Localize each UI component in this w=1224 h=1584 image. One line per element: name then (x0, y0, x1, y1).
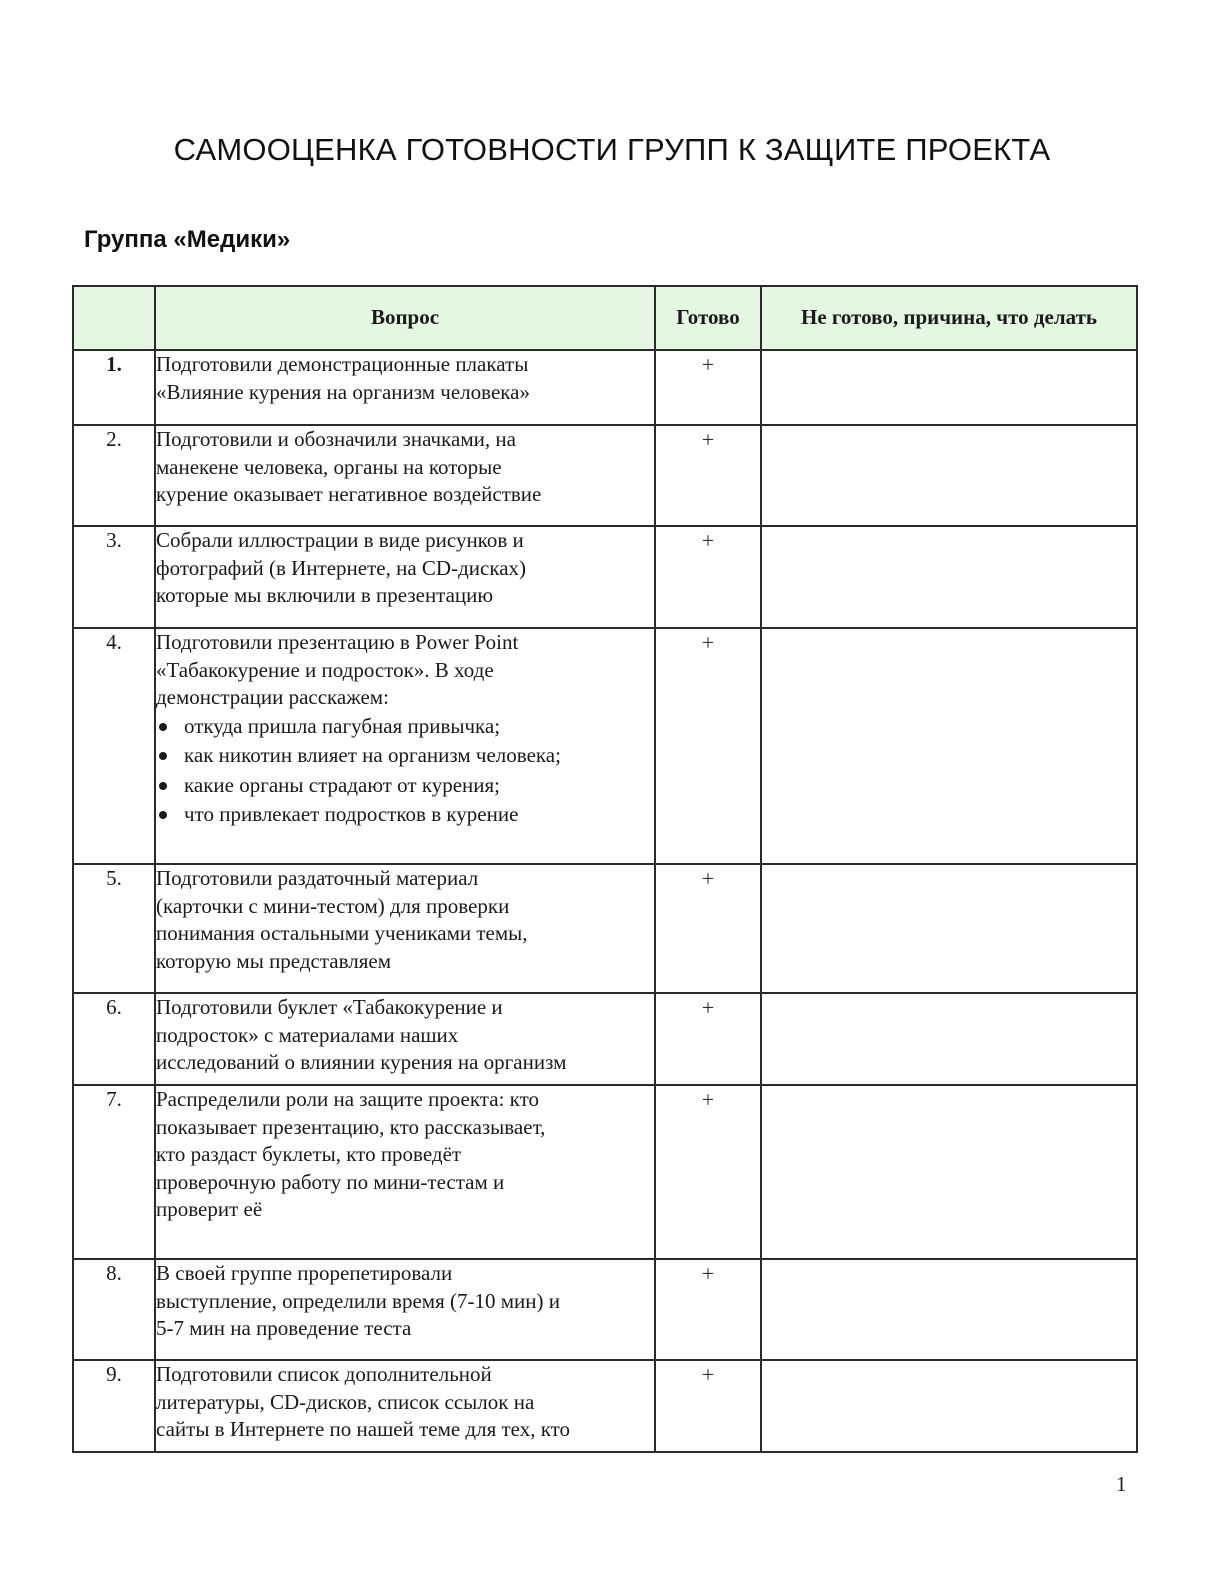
list-item: откуда пришла пагубная привычка; (156, 712, 654, 742)
question-line: Подготовили список дополнительной (156, 1362, 492, 1386)
question-line: проверит её (156, 1197, 263, 1221)
question-line: подросток» с материалами наших (156, 1022, 459, 1047)
ready-mark: + (655, 993, 761, 1085)
not-ready-cell (761, 993, 1137, 1085)
not-ready-cell (761, 1085, 1137, 1259)
header-number (73, 286, 155, 350)
table-row (73, 628, 1137, 864)
ready-mark: + (655, 350, 761, 425)
question-line: которые мы включили в презентацию (156, 583, 494, 607)
header-not-ready: Не готово, причина, что делать (761, 286, 1137, 350)
table-row (73, 993, 1137, 1085)
ready-mark: + (655, 864, 761, 993)
question-line: Подготовили буклет «Табакокурение и (156, 995, 503, 1019)
not-ready-cell (761, 1360, 1137, 1452)
question-line: Подготовили раздаточный материал (156, 866, 479, 890)
ready-mark: + (655, 1360, 761, 1452)
row-question (155, 1085, 655, 1259)
page-number: 1 (1116, 1472, 1127, 1496)
question-line: исследований о влиянии курения на организм (156, 1050, 567, 1074)
not-ready-cell (761, 628, 1137, 864)
row-question (155, 1360, 655, 1452)
question-line: Подготовили демонстрационные плакаты (156, 352, 529, 376)
not-ready-cell (761, 425, 1137, 526)
table-row (73, 1360, 1137, 1452)
row-question (155, 993, 655, 1085)
table-row (73, 526, 1137, 628)
list-item: что привлекает подростков в курение (156, 800, 654, 830)
question-line: выступление, определили время (7-10 мин) и (156, 1288, 560, 1313)
row-number: 7. (73, 1085, 155, 1259)
ready-mark: + (655, 526, 761, 628)
question-line: «Табакокурение и подросток». В ходе (156, 657, 494, 682)
question-line: 5-7 мин на проведение теста (156, 1316, 412, 1340)
question-line: манекене человека, органы на которые (156, 454, 502, 479)
row-question (155, 526, 655, 628)
question-line: Распределили роли на защите проекта: кто (156, 1087, 539, 1111)
question-line: кто раздаст буклеты, кто проведёт (156, 1142, 462, 1166)
question-line: «Влияние курения на организм человека» (156, 379, 530, 404)
question-line: литературы, CD-дисков, список ссылок на (156, 1389, 535, 1414)
question-line: проверочную работу по мини-тестам и (156, 1169, 505, 1194)
row-question (155, 1259, 655, 1360)
row-number: 2. (73, 425, 155, 526)
ready-mark: + (655, 1259, 761, 1360)
question-line: сайты в Интернете по нашей теме для тех, кто (156, 1417, 571, 1441)
question-line: Подготовили презентацию в Power Point (156, 630, 519, 654)
row-number: 4. (73, 628, 155, 864)
question-line: (карточки с мини-тестом) для проверки (156, 893, 510, 918)
row-number: 5. (73, 864, 155, 993)
ready-mark: + (655, 425, 761, 526)
row-question (155, 864, 655, 993)
table-row (73, 1085, 1137, 1259)
table-header-row (73, 286, 1137, 350)
question-line: фотографий (в Интернете, на CD-дисках) (156, 555, 527, 580)
not-ready-cell (761, 864, 1137, 993)
list-item: какие органы страдают от курения; (156, 771, 654, 801)
not-ready-cell (761, 1259, 1137, 1360)
row-number: 6. (73, 993, 155, 1085)
table-row (73, 350, 1137, 425)
question-line: понимания остальными учениками темы, (156, 921, 528, 945)
question-line: В своей группе прорепетировали (156, 1261, 453, 1285)
row-number: 1. (73, 350, 155, 425)
readiness-checklist-table (72, 285, 1138, 1453)
bullet-list (156, 712, 654, 830)
row-number: 9. (73, 1360, 155, 1452)
table-row (73, 864, 1137, 993)
ready-mark: + (655, 1085, 761, 1259)
ready-mark: + (655, 628, 761, 864)
row-question (155, 628, 655, 864)
question-line: демонстрации расскажем: (156, 685, 389, 709)
question-line: которую мы представляем (156, 948, 391, 973)
group-title: Группа «Медики» (84, 226, 291, 253)
document-title: САМООЦЕНКА ГОТОВНОСТИ ГРУПП К ЗАЩИТЕ ПРОЕКТА (173, 132, 1051, 167)
header-ready: Готово (655, 286, 761, 350)
table-row (73, 1259, 1137, 1360)
question-line: Собрали иллюстрации в виде рисунков и (156, 528, 524, 552)
row-question (155, 350, 655, 425)
header-question: Вопрос (155, 286, 655, 350)
not-ready-cell (761, 526, 1137, 628)
list-item: как никотин влияет на организм человека; (156, 741, 654, 771)
question-line: Подготовили и обозначили значками, на (156, 427, 516, 451)
row-number: 3. (73, 526, 155, 628)
not-ready-cell (761, 350, 1137, 425)
table-row (73, 425, 1137, 526)
row-number: 8. (73, 1259, 155, 1360)
question-line: показывает презентацию, кто рассказывает, (156, 1114, 546, 1139)
question-line: курение оказывает негативное воздействие (156, 482, 542, 506)
row-question (155, 425, 655, 526)
